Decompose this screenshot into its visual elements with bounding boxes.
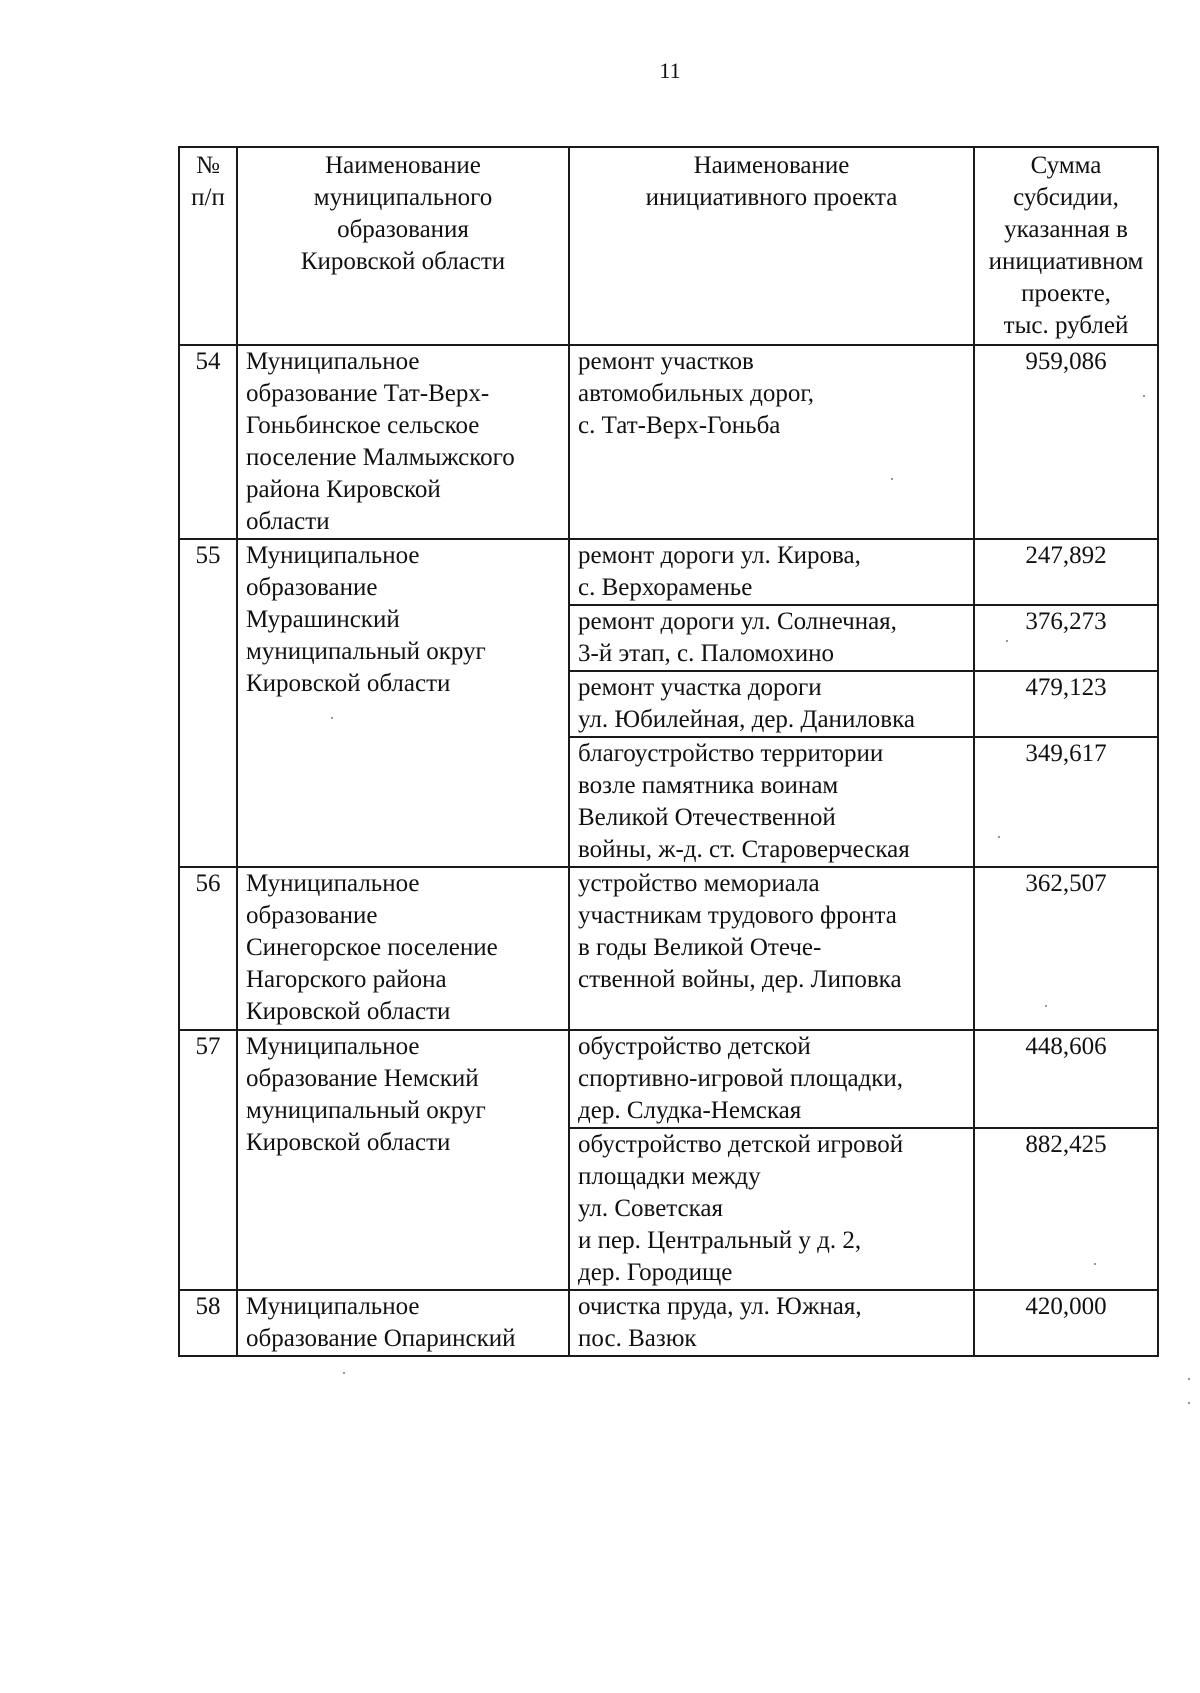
- subsidy-table: [178, 146, 1159, 1357]
- row-number: 55: [179, 539, 237, 867]
- amount-cell: 882,425: [974, 1128, 1158, 1290]
- project-cell: ремонт дороги ул. Солнечная, 3-й этап, с. Паломохино: [569, 605, 974, 671]
- amount-cell: 247,892: [974, 539, 1158, 605]
- header-project: Наименование инициативного проекта: [569, 147, 974, 345]
- amount-cell: 479,123: [974, 671, 1158, 737]
- scan-speck: [1188, 1378, 1190, 1380]
- header-amount: Сумма субсидии, указанная в инициативном проекте, тыс. рублей: [974, 147, 1158, 345]
- project-cell: обустройство детской игровой площадки между ул. Советская и пер. Центральный у д. 2, дер. Городище: [569, 1128, 974, 1290]
- row-number: 54: [179, 345, 237, 539]
- amount-cell: 349,617: [974, 737, 1158, 867]
- scan-speck: [1143, 395, 1145, 397]
- project-cell: очистка пруда, ул. Южная, пос. Вазюк: [569, 1290, 974, 1356]
- row-number: 58: [179, 1290, 237, 1356]
- scan-speck: [998, 836, 1000, 838]
- project-cell: устройство мемориала участникам трудового фронта в годы Великой Отече- ственной войны, дер. Липовка: [569, 867, 974, 1030]
- row-number: 57: [179, 1030, 237, 1290]
- scan-speck: [343, 1372, 345, 1374]
- amount-cell: 959,086: [974, 345, 1158, 539]
- scan-speck: [1006, 640, 1008, 642]
- project-cell: обустройство детской спортивно-игровой площадки, дер. Слудка-Немская: [569, 1030, 974, 1128]
- municipality-cell: Муниципальное образование Тат-Верх- Гоньбинское сельское поселение Малмыжского района Кировской области: [237, 345, 569, 539]
- table-header-row: [179, 147, 1158, 345]
- project-cell: ремонт дороги ул. Кирова, с. Верхораменье: [569, 539, 974, 605]
- page-number: 11: [659, 58, 681, 83]
- amount-cell: 420,000: [974, 1290, 1158, 1356]
- municipality-cell: Муниципальное образование Немский муниципальный округ Кировской области: [237, 1030, 569, 1290]
- header-municipality: Наименование муниципального образования Кировской области: [237, 147, 569, 345]
- table-row: [179, 867, 1158, 1030]
- project-cell: ремонт участков автомобильных дорог, с. Тат-Верх-Гоньба: [569, 345, 974, 539]
- scan-speck: [891, 478, 893, 480]
- amount-cell: 362,507: [974, 867, 1158, 1030]
- scan-speck: [1188, 1402, 1190, 1404]
- amount-cell: 448,606: [974, 1030, 1158, 1128]
- table-row: [179, 345, 1158, 539]
- header-number: № п/п: [179, 147, 237, 345]
- scan-speck: [331, 717, 333, 719]
- table-row: [179, 539, 1158, 605]
- municipality-cell: Муниципальное образование Синегорское поселение Нагорского района Кировской области: [237, 867, 569, 1030]
- table-row: [179, 1030, 1158, 1128]
- amount-cell: 376,273: [974, 605, 1158, 671]
- scan-speck: [1045, 1005, 1047, 1007]
- table-row: [179, 1290, 1158, 1356]
- scan-speck: [1094, 1263, 1096, 1265]
- municipality-cell: Муниципальное образование Мурашинский муниципальный округ Кировской области: [237, 539, 569, 867]
- row-number: 56: [179, 867, 237, 1030]
- municipality-cell: Муниципальное образование Опаринский: [237, 1290, 569, 1356]
- project-cell: ремонт участка дороги ул. Юбилейная, дер. Даниловка: [569, 671, 974, 737]
- project-cell: благоустройство территории возле памятника воинам Великой Отечественной войны, ж-д. ст. Староверческая: [569, 737, 974, 867]
